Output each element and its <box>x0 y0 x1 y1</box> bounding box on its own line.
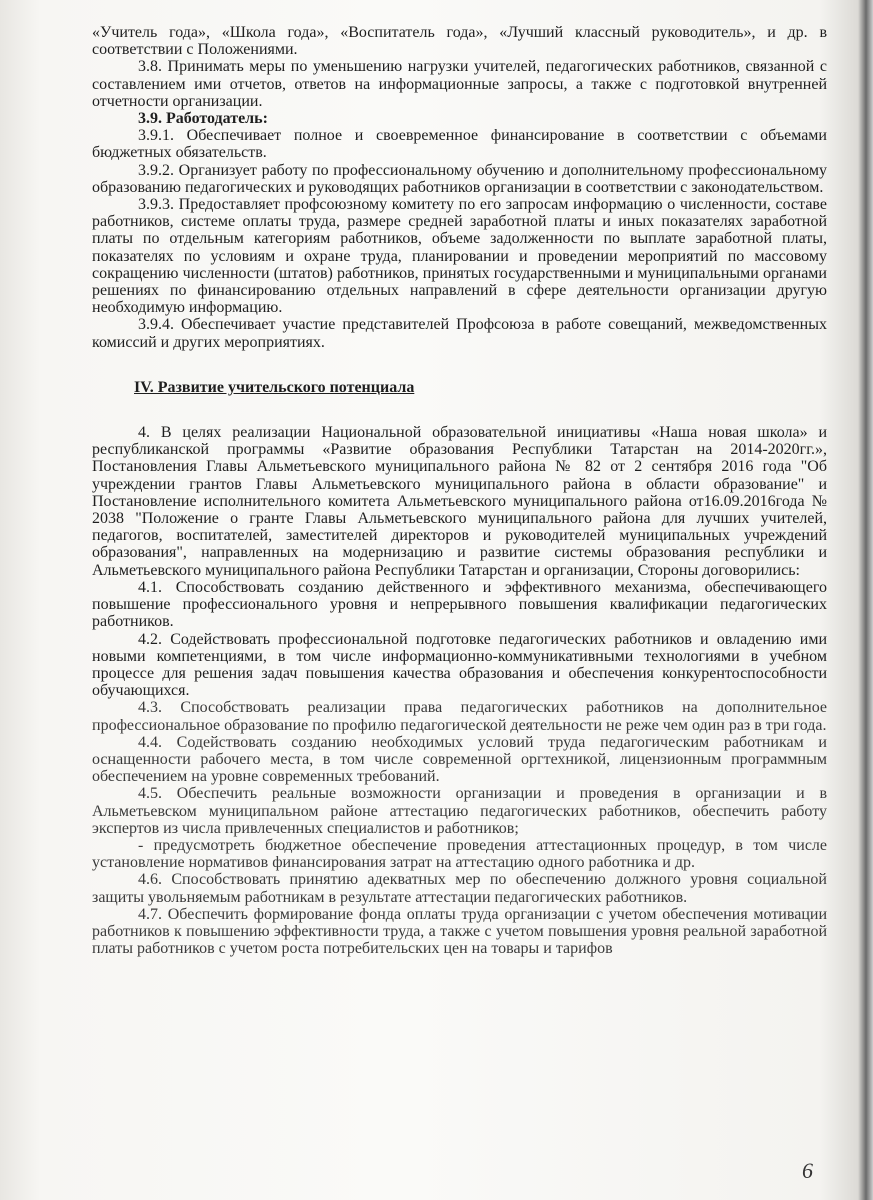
paragraph-4-2: 4.2. Содействовать профессиональной подготовке педагогических работников и овладению ими новыми компетенциями, в том числе информационно-коммуникативными технологиями в учебном процессе для решения задач повышения качества образования и обеспечения конкурентоспособности обучающихся. <box>92 630 827 700</box>
paragraph-4-1: 4.1. Способствовать созданию действенного и эффективного механизма, обеспечивающего повышение профессионального уровня и непрерывного повышения квалификации педагогических работников. <box>92 578 827 631</box>
page-number: 6 <box>802 1158 813 1183</box>
paragraph-3-9-3: 3.9.3. Предоставляет профсоюзному комитету по его запросам информацию о численности, составе работников, системе оплаты труда, размере средней заработной платы и иных показателях заработной платы по отдельным категориям работников, объеме задолженности по выплате заработной платы, показателях по условиям и охране труда, планировании и проведении мероприятий по массовому сокращению численности (штатов) работников, принятых государственными и муниципальными органами решениях по финансированию отдельных направлений в сфере деятельности организации другую необходимую информацию. <box>92 196 827 317</box>
paragraph-4-5: 4.5. Обеспечить реальные возможности организации и проведения в организации и в Альметьевском муниципальном районе аттестацию педагогических работников, обеспечить работу экспертов из числа привлеченных специалистов и работников; <box>92 785 827 837</box>
paragraph-4-3: 4.3. Способствовать реализации права педагогических работников на дополнительное профессиональное образование по профилю педагогической деятельности не реже чем один раз в три года. <box>92 699 827 734</box>
paragraph-3-9-4: 3.9.4. Обеспечивает участие представителей Профсоюза в работе совещаний, межведомственных комиссий и других мероприятиях. <box>92 316 827 351</box>
document-body <box>92 24 827 957</box>
paragraph-4-6: 4.6. Способствовать принятию адекватных мер по обеспечению должного уровня социальной защиты увольняемым работникам в результате аттестации педагогических работников. <box>92 871 827 906</box>
paragraph-3-9-heading: 3.9. Работодатель: <box>138 110 268 128</box>
paragraph-3-8: 3.8. Принимать меры по уменьшению нагрузки учителей, педагогических работников, связанной с составлением ими отчетов, ответов на информационные запросы, а также с подготовкой внутренней отчетности организации. <box>92 58 827 110</box>
paragraph-3-9-1: 3.9.1. Обеспечивает полное и своевременное финансирование в соответствии с объемами бюджетных обязательств. <box>92 127 827 162</box>
paragraph-4-5-bullet: - предусмотреть бюджетное обеспечение проведения аттестационных процедур, в том числе установление нормативов финансирования затрат на аттестацию одного работника и др. <box>92 836 827 872</box>
paragraph-4-4: 4.4. Содействовать созданию необходимых условий труда педагогическим работникам и оснащенности рабочего места, в том числе современной оргтехникой, лицензионным программным обеспечением на уровне современных требований. <box>92 733 827 786</box>
paragraph-4: 4. В целях реализации Национальной образовательной инициативы «Наша новая школа» и республиканской программы «Развитие образования Республики Татарстан на 2014-2020гг.», Постановления Главы Альметьевского муниципального района № 82 от 2 сентября 2016 года "Об учреждении грантов Главы Альметьевского муниципального района в области образование" и Постановление исполнительного комитета Альметьевского муниципального района от16.09.2016года № 2038 "Положение о гранте Главы Альметьевского муниципального района для лучших учителей, педагогов, воспитателей, заместителей директоров и руководителей муниципальных учреждений образования", направленных на модернизацию и развитие системы образования республики и Альметьевского муниципального района Республики Татарстан и организации, Стороны договорились: <box>92 424 827 579</box>
paragraph-3-9-2: 3.9.2. Организует работу по профессиональному обучению и дополнительному профессиональному образованию педагогических и руководящих работников организации в соответствии с законодательством. <box>92 161 827 196</box>
section-heading: IV. Развитие учительского потенциала <box>134 378 415 396</box>
paragraph-continuation: «Учитель года», «Школа года», «Воспитатель года», «Лучший классный руководитель», и др. в соответствии с Положениями. <box>92 24 827 59</box>
paragraph-4-7: 4.7. Обеспечить формирование фонда оплаты труда организации с учетом обеспечения мотивации работников к повышению эффективности труда, а также с учетом повышения уровня реальной заработной платы работников с учетом роста потребительских цен на товары и тарифов <box>92 905 827 958</box>
